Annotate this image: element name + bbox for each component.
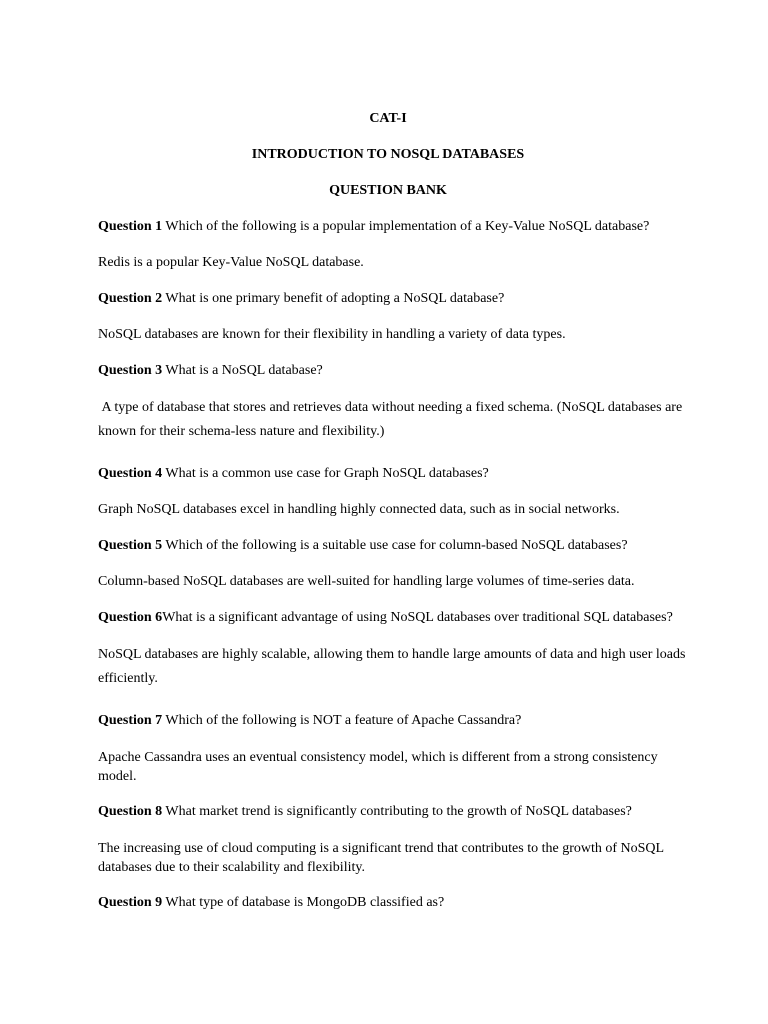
question-1	[98, 218, 698, 236]
question-number: Question 8	[98, 804, 163, 819]
question-text: Which of the following is a popular implementation of a Key-Value NoSQL database?	[162, 219, 650, 234]
answer-3: A type of database that stores and retrieves data without needing a fixed schema. (NoSQL databases are known for their schema-less nature and flexibility.)	[98, 400, 686, 439]
answer-8: The increasing use of cloud computing is a significant trend that contributes to the growth of NoSQL databases due to their scalability and flexibility.	[98, 841, 664, 875]
question-6	[98, 609, 698, 627]
question-number: Question 3	[98, 363, 163, 378]
question-text: What type of database is MongoDB classified as?	[162, 895, 445, 910]
question-text: Which of the following is NOT a feature of Apache Cassandra?	[162, 713, 522, 728]
question-4	[98, 465, 698, 483]
answer-6: NoSQL databases are highly scalable, allowing them to handle large amounts of data and high user loads efficiently.	[98, 647, 686, 686]
question-text: What is a significant advantage of using NoSQL databases over traditional SQL databases?	[162, 610, 673, 625]
doc-bank-title: QUESTION BANK	[329, 183, 447, 198]
question-number: Question 4	[98, 466, 163, 481]
question-9	[98, 894, 698, 912]
answer-5: Column-based NoSQL databases are well-suited for handling large volumes of time-series data.	[98, 574, 635, 589]
question-text: What is one primary benefit of adopting a NoSQL database?	[162, 291, 505, 306]
question-number: Question 6	[98, 610, 163, 625]
question-number: Question 7	[98, 713, 163, 728]
question-8	[98, 803, 698, 821]
question-number: Question 2	[98, 291, 163, 306]
answer-7: Apache Cassandra uses an eventual consistency model, which is different from a strong consistency model.	[98, 750, 658, 784]
question-number: Question 5	[98, 538, 163, 553]
question-3	[98, 362, 698, 380]
question-number: Question 1	[98, 219, 163, 234]
doc-course-title: INTRODUCTION TO NOSQL DATABASES	[251, 147, 525, 162]
question-5	[98, 537, 698, 555]
question-number: Question 9	[98, 895, 163, 910]
question-7	[98, 712, 698, 730]
answer-2: NoSQL databases are known for their flexibility in handling a variety of data types.	[98, 327, 566, 342]
answer-1: Redis is a popular Key-Value NoSQL database.	[98, 255, 364, 270]
question-text: What market trend is significantly contributing to the growth of NoSQL databases?	[162, 804, 632, 819]
question-text: Which of the following is a suitable use case for column-based NoSQL databases?	[162, 538, 628, 553]
question-2	[98, 290, 698, 308]
answer-4: Graph NoSQL databases excel in handling highly connected data, such as in social networks.	[98, 502, 620, 517]
doc-cat-heading: CAT-I	[369, 111, 407, 126]
question-text: What is a NoSQL database?	[162, 363, 323, 378]
question-text: What is a common use case for Graph NoSQL databases?	[162, 466, 489, 481]
